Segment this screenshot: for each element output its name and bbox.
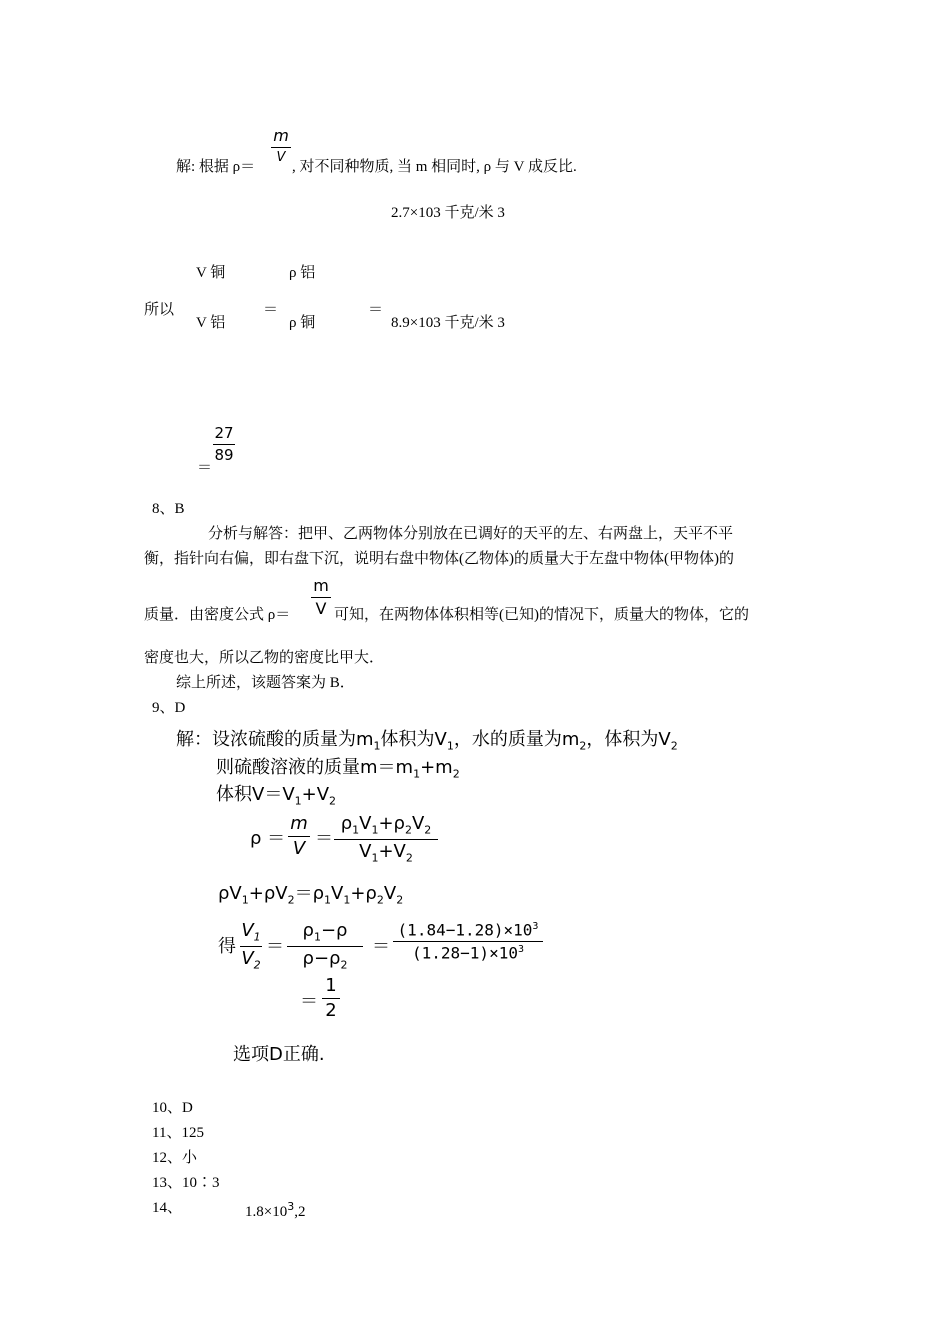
q7-rho-al-value: 2.7×103 千克/米 3 bbox=[391, 205, 505, 221]
q8-line-1: 分析与解答：把甲、乙两物体分别放在已调好的天平的左、右两盘上，天平不平 bbox=[208, 526, 734, 542]
formula-numerator: m bbox=[290, 813, 308, 834]
subscript: 2 bbox=[329, 794, 337, 808]
q9-v-ratio bbox=[240, 922, 262, 970]
q8-line-3-suffix: 可知，在两物体体积相等(已知)的情况下，质量大的物体，它的 bbox=[334, 607, 749, 623]
q7-result-fraction bbox=[213, 426, 235, 463]
q8-line-4: 密度也大，所以乙物的密度比甲大． bbox=[144, 650, 385, 666]
subscript: 2 bbox=[452, 767, 460, 781]
subscript: 1 bbox=[294, 794, 302, 808]
q7-density-formula bbox=[271, 128, 291, 164]
formula-numerator: 1 bbox=[325, 975, 337, 996]
subscript: 1 bbox=[446, 739, 454, 753]
q7-intro-suffix: , 对不同种物质, 当 m 相同时, ρ 与 V 成反比. bbox=[292, 159, 577, 175]
answer-11: 11、125 bbox=[152, 1125, 204, 1141]
formula-denominator: V bbox=[276, 150, 286, 165]
q9-conclusion: 选项D正确. bbox=[233, 1044, 325, 1065]
formula-numerator: m bbox=[313, 576, 329, 595]
fraction-bar bbox=[311, 597, 331, 598]
q7-result-equals: ＝ bbox=[197, 460, 213, 476]
answer-13: 13、10∶3 bbox=[152, 1175, 220, 1191]
answer-12: 12、小 bbox=[152, 1150, 198, 1166]
subscript: 1 bbox=[373, 739, 381, 753]
q9-numeric-ratio bbox=[393, 922, 543, 962]
formula-denominator: V bbox=[292, 838, 306, 859]
subscript: 2 bbox=[670, 739, 678, 753]
q9-rho-lhs: ρ ＝ bbox=[250, 828, 286, 849]
q9-l1-d: ，体积为V bbox=[586, 729, 671, 750]
formula-denominator: $V_2$ bbox=[241, 947, 261, 972]
q9-m-over-v bbox=[288, 815, 310, 858]
q8-line-2: 衡，指针向右偏，即右盘下沉，说明右盘中物体(乙物体)的质量大于左盘中物体(甲物体)的 bbox=[144, 551, 734, 567]
formula-numerator: m bbox=[273, 126, 289, 145]
q9-equals: ＝ bbox=[266, 936, 284, 957]
formula-numerator: $\rho_1V_1+\rho_2V_2$ bbox=[340, 813, 432, 837]
q9-l3-a: 体积V＝V bbox=[216, 784, 295, 805]
q9-line-5: $\rho V_1+\rho V_2=\rho_1V_1+\rho_2V_2$ bbox=[218, 883, 404, 907]
q9-equals: ＝ bbox=[315, 828, 333, 849]
fraction-bar bbox=[322, 998, 340, 999]
subscript: 2 bbox=[579, 739, 587, 753]
q8-answer: 8、B bbox=[152, 501, 185, 517]
q8-line-3-prefix: 质量．由密度公式 ρ＝ bbox=[144, 607, 291, 623]
q9-equals: ＝ bbox=[300, 991, 318, 1012]
fraction-bar bbox=[288, 836, 310, 837]
fraction-bar bbox=[240, 946, 262, 947]
q9-one-half bbox=[322, 977, 340, 1020]
q7-v-cu: V 铜 bbox=[196, 265, 226, 281]
q9-answer: 9、D bbox=[152, 700, 186, 716]
formula-denominator: V bbox=[315, 599, 327, 618]
q9-equals: ＝ bbox=[372, 936, 390, 957]
q9-l1-b: 体积为V bbox=[380, 729, 447, 750]
result-numerator: 27 bbox=[214, 424, 234, 442]
fraction-bar bbox=[287, 946, 363, 947]
q9-de: 得 bbox=[218, 936, 236, 957]
answer-14-value: $1.8\times 10^3,2$ bbox=[245, 1200, 306, 1220]
q7-equals-1: ＝ bbox=[263, 302, 279, 318]
formula-denominator: $V_1+V_2$ bbox=[359, 840, 413, 865]
formula-denominator: $\rho-\rho_2$ bbox=[302, 947, 348, 972]
q7-equals-2: ＝ bbox=[368, 302, 384, 318]
q7-rho-al: ρ 铝 bbox=[289, 265, 316, 281]
fraction-bar bbox=[213, 444, 235, 445]
formula-numerator: $V_1$ bbox=[241, 920, 261, 944]
q7-rho-cu: ρ 铜 bbox=[289, 315, 316, 331]
fraction-bar bbox=[271, 147, 291, 148]
fraction-bar bbox=[334, 839, 438, 840]
result-denominator: 89 bbox=[214, 446, 234, 464]
q7-v-al: V 铝 bbox=[196, 315, 226, 331]
q9-l1-a: 解：设浓硫酸的质量为m bbox=[176, 729, 374, 750]
answer-10: 10、D bbox=[152, 1100, 193, 1116]
q8-conclusion: 综上所述，该题答案为 B． bbox=[176, 675, 355, 691]
q9-line-1 bbox=[176, 731, 678, 752]
q9-rho-ratio bbox=[287, 922, 363, 970]
formula-numerator: $\rho_1-\rho$ bbox=[302, 920, 348, 944]
q9-l2-a: 则硫酸溶液的质量m＝m bbox=[216, 757, 414, 778]
q8-density-formula bbox=[311, 578, 331, 617]
q9-line-3 bbox=[216, 786, 336, 807]
q9-l3-b: +V bbox=[301, 784, 330, 805]
q7-intro-prefix: 解: 根据 ρ＝ bbox=[176, 159, 256, 175]
answer-14: 14、 bbox=[152, 1200, 183, 1216]
fraction-bar bbox=[393, 941, 543, 942]
q9-l1-c: ，水的质量为m bbox=[453, 729, 580, 750]
q9-line-2 bbox=[216, 759, 460, 780]
formula-denominator: $(1.28-1)\times 10^3$ bbox=[412, 943, 524, 963]
q9-l2-b: +m bbox=[420, 757, 453, 778]
subscript: 1 bbox=[413, 767, 421, 781]
q7-rho-cu-value: 8.9×103 千克/米 3 bbox=[391, 315, 505, 331]
formula-denominator: 2 bbox=[325, 1000, 337, 1021]
formula-numerator: $(1.84-1.28)\times 10^3$ bbox=[397, 920, 539, 940]
q9-density-mixture bbox=[334, 815, 438, 863]
q7-so-label: 所以 bbox=[144, 302, 175, 318]
